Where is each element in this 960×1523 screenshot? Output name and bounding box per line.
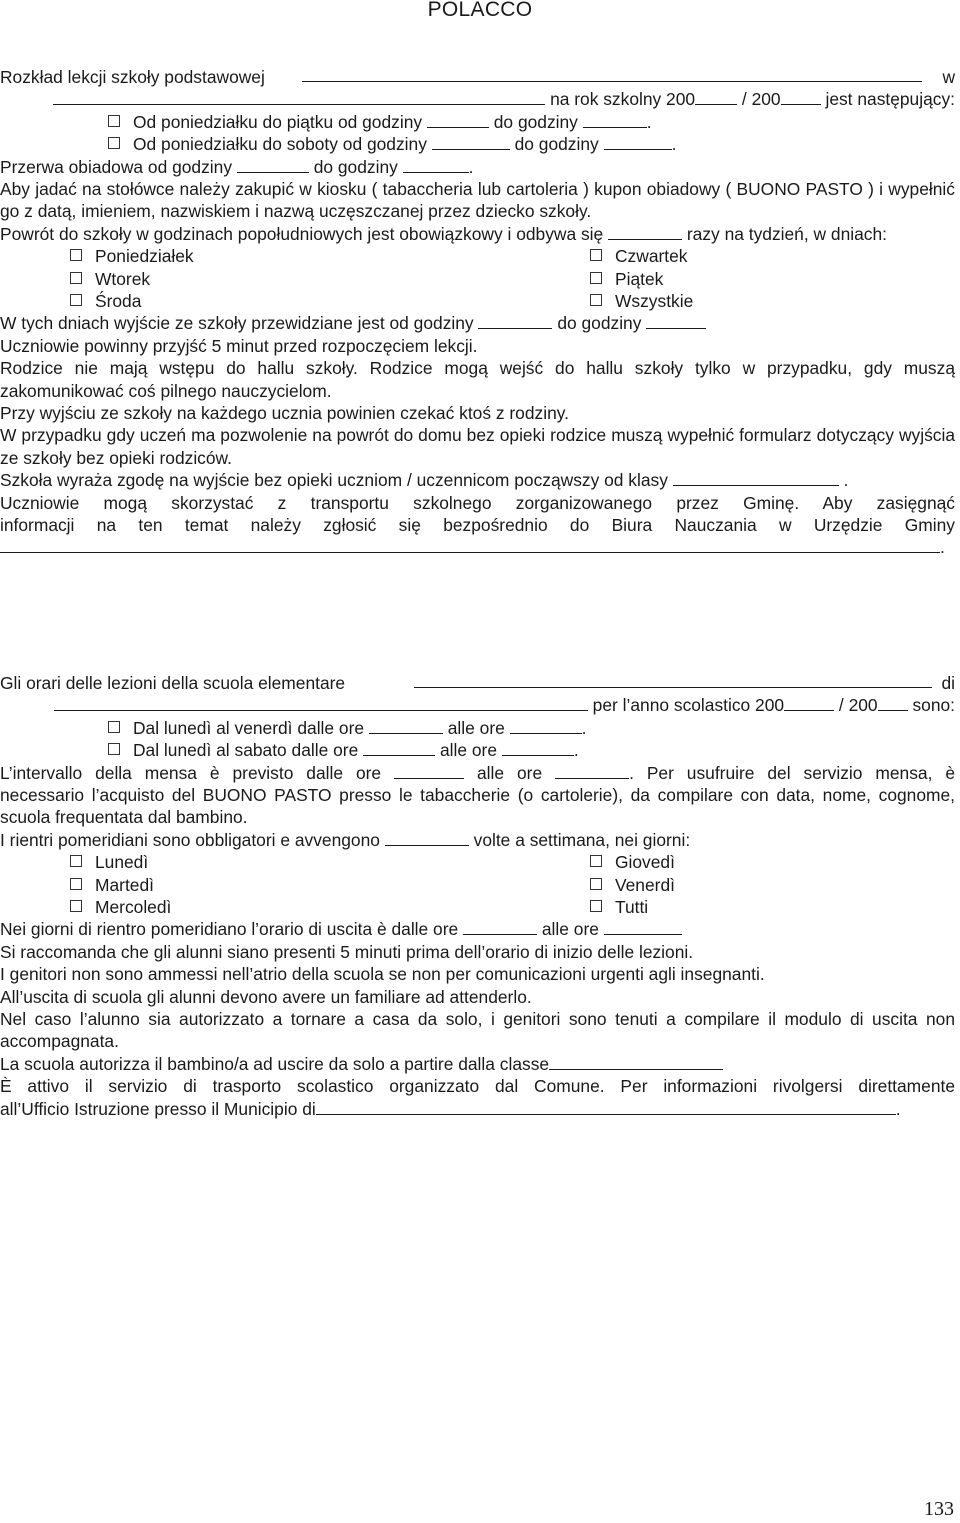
afternoon-return-text: I rientri pomeridiani sono obbligatori e avvengono — [0, 829, 380, 850]
day-checkbox[interactable] — [70, 855, 82, 867]
transport-line-1: È attivo il servizio di trasporto scolastico organizzato dal Comune. Per informazioni rivolgersi direttamente — [0, 1076, 955, 1097]
day-label: Giovedì — [615, 852, 675, 873]
class-text: La scuola autorizza il bambino/a ad uscire da solo a partire dalla classe — [0, 1053, 550, 1074]
weekdays-from-blank[interactable] — [369, 718, 443, 734]
schedule-intro-line — [0, 66, 955, 88]
weekdays-to-blank[interactable] — [510, 718, 582, 734]
day-option[interactable] — [70, 896, 171, 918]
transport-line-2-text: all’Ufficio Istruzione presso il Municipio di — [0, 1098, 316, 1119]
day-checkbox[interactable] — [590, 249, 602, 261]
transport-line-2: all’Ufficio Istruzione presso il Municipio di . — [0, 1098, 901, 1119]
consent-line: Szkoła wyraża zgodę na wyjście bez opieki uczniom / uczennicom począwszy od klasy . — [0, 470, 849, 491]
day-option[interactable] — [590, 245, 687, 267]
option-saturday-to: alle ore — [439, 740, 497, 761]
year-end-blank[interactable] — [878, 695, 908, 711]
school-year-line — [0, 88, 955, 110]
day-label: Piątek — [615, 268, 664, 289]
day-option[interactable] — [70, 245, 194, 267]
arrival-note: Si raccomanda che gli alunni siano presenti 5 minuti prima dell’orario di inizio delle lezioni. — [0, 941, 694, 962]
lunch-from-blank[interactable] — [237, 157, 309, 173]
lunch-text: L’intervallo della mensa è previsto dalle ore — [0, 762, 382, 783]
times-per-week-blank[interactable] — [385, 830, 469, 846]
school-year-text: per l’anno scolastico 200 — [592, 695, 785, 716]
option-saturday-to: do godziny — [514, 134, 599, 155]
day-label: Środa — [95, 290, 142, 311]
option-saturday-text: Dal lunedì al sabato dalle ore — [133, 740, 359, 761]
option-weekdays: Od poniedziałku do piątku od godziny do godziny . — [0, 111, 955, 133]
lunch-line — [0, 762, 955, 784]
day-checkbox[interactable] — [590, 878, 602, 890]
unaccompanied-note: W przypadku gdy uczeń ma pozwolenie na powrót do domu bez opieki rodzice muszą wypełnić formularz dotyczący wyjścia ze szkoły bez opieki rodziców. — [0, 425, 955, 468]
exit-time-to: do godziny — [557, 313, 642, 334]
meal-ticket-paragraph: necessario l’acquisto del BUONO PASTO presso le tabaccherie (o cartolerie), da compilare con data, nome, cognome, scuola frequentata dal bambino. — [0, 784, 955, 828]
day-option[interactable] — [590, 268, 663, 290]
afternoon-return-end: volte a settimana, nei giorni: — [473, 829, 691, 850]
day-option[interactable] — [590, 896, 648, 918]
weekdays-to-blank[interactable] — [583, 112, 647, 128]
school-name-blank[interactable] — [414, 672, 932, 688]
exit-to-blank[interactable] — [604, 919, 682, 935]
schedule-intro-text: Rozkład lekcji szkoły podstawowej — [0, 67, 265, 87]
lunch-to-blank[interactable] — [555, 763, 629, 779]
exit-from-blank[interactable] — [478, 313, 552, 329]
transport-line-2: informacji na ten temat należy zgłosić się bezpośrednio do Biura Nauczania w Urzędzie Gminy — [0, 514, 955, 535]
lunch-break-text: Przerwa obiadowa od godziny — [0, 156, 233, 177]
days-row-2 — [0, 268, 955, 290]
day-checkbox[interactable] — [590, 272, 602, 284]
year-slash-text: / 200 — [741, 89, 781, 110]
days-row-1 — [0, 245, 955, 267]
schedule-intro-end: di — [941, 673, 955, 693]
days-row-3 — [0, 896, 955, 918]
afternoon-return-paragraph — [0, 223, 955, 245]
days-row-3 — [0, 290, 955, 312]
option-saturday-text: Od poniedziałku do soboty od godziny — [133, 134, 427, 155]
municipality-blank[interactable] — [0, 537, 940, 553]
day-option[interactable] — [590, 851, 675, 873]
day-option[interactable] — [70, 268, 150, 290]
saturday-from-blank[interactable] — [363, 740, 435, 756]
municipality-blank[interactable] — [316, 1099, 896, 1115]
schedule-intro-end: w — [942, 67, 955, 87]
exit-time-text: Nei giorni di rientro pomeridiano l’orario di uscita è dalle ore — [0, 919, 459, 940]
school-year-end: sono: — [912, 695, 955, 716]
days-row-1 — [0, 851, 955, 873]
times-per-week-blank[interactable] — [608, 224, 682, 240]
checkbox-weekdays[interactable] — [108, 115, 120, 127]
lunch-to: alle ore — [476, 762, 543, 783]
saturday-from-blank[interactable] — [432, 134, 510, 150]
afternoon-return-end: razy na tydzień, w dniach: — [686, 223, 887, 244]
day-checkbox[interactable] — [590, 855, 602, 867]
day-option[interactable] — [70, 874, 154, 896]
parents-note: I genitori non sono ammessi nell’atrio della scuola se non per comunicazioni urgenti agli insegnanti. — [0, 964, 765, 985]
school-year-end: jest następujący: — [825, 89, 955, 110]
day-label: Venerdì — [615, 874, 675, 895]
day-label: Poniedziałek — [95, 246, 194, 267]
checkbox-saturday[interactable] — [108, 743, 120, 755]
day-checkbox[interactable] — [590, 900, 602, 912]
exit-to-blank[interactable] — [646, 313, 706, 329]
familiar-note: All’uscita di scuola gli alunni devono avere un familiare ad attenderlo. — [0, 986, 532, 1007]
hall-note: Rodzice nie mają wstępu do hallu szkoły. Rodzice mogą wejść do hallu szkoły tylko w przypadku, gdy muszą zakomunikować coś pilnego nauczycielom. — [0, 358, 955, 401]
class-line — [0, 1053, 955, 1075]
polish-section — [0, 66, 955, 559]
lunch-from-blank[interactable] — [394, 763, 464, 779]
option-weekdays-to: alle ore — [447, 717, 505, 738]
option-saturday: Dal lunedì al sabato dalle ore alle ore . — [0, 739, 955, 761]
exit-from-blank[interactable] — [463, 919, 537, 935]
day-checkbox[interactable] — [590, 294, 602, 306]
day-checkbox[interactable] — [70, 249, 82, 261]
lunch-text-end: . Per usufruire del servizio mensa, è — [629, 762, 956, 783]
afternoon-return-line — [0, 829, 955, 851]
italian-section — [0, 672, 955, 1120]
option-weekdays-text: Dal lunedì al venerdì dalle ore — [133, 717, 365, 738]
day-option[interactable] — [70, 851, 148, 873]
day-checkbox[interactable] — [70, 272, 82, 284]
year-end-blank[interactable] — [781, 89, 821, 105]
year-start-blank[interactable] — [695, 89, 737, 105]
consent-text: Szkoła wyraża zgodę na wyjście bez opieki uczniom / uczennicom począwszy od klasy — [0, 470, 668, 491]
exit-time-text: W tych dniach wyjście ze szkoły przewidziane jest od godziny — [0, 313, 474, 334]
option-weekdays-text: Od poniedziałku do piątku od godziny — [133, 111, 423, 132]
weekdays-from-blank[interactable] — [427, 112, 489, 128]
day-label: Wtorek — [95, 268, 151, 289]
class-from-blank[interactable] — [549, 1054, 723, 1070]
lunch-to-blank[interactable] — [403, 157, 469, 173]
school-place-blank[interactable] — [53, 89, 545, 105]
transport-line-1: Uczniowie mogą skorzystać z transportu szkolnego zorganizowanego przez Gminę. Aby zasięgnąć — [0, 492, 955, 513]
canteen-paragraph: Aby jadać na stołówce należy zakupić w kiosku ( tabaccheria lub cartoleria ) kupon obiadowy ( BUONO PASTO ) i wypełnić go z datą, imieniem, nazwiskiem i nazwą uczęszczanej przez dziecko szkoły. — [0, 178, 955, 222]
school-name-blank[interactable] — [302, 66, 922, 82]
schedule-intro-text: Gli orari delle lezioni della scuola elementare — [0, 673, 346, 693]
page-number: 133 — [924, 1498, 954, 1520]
day-checkbox[interactable] — [70, 900, 82, 912]
days-row-2 — [0, 874, 955, 896]
option-weekdays: Dal lunedì al venerdì dalle ore alle ore . — [0, 717, 955, 739]
school-place-blank[interactable] — [54, 695, 588, 711]
exit-time-line — [0, 312, 955, 334]
day-label: Wszystkie — [615, 290, 694, 311]
day-label: Lunedì — [95, 852, 149, 873]
day-label: Czwartek — [615, 246, 688, 267]
school-year-text: na rok szkolny 200 — [550, 89, 696, 110]
checkbox-weekdays[interactable] — [108, 721, 120, 733]
lunch-break-to: do godziny — [313, 156, 398, 177]
schedule-intro-line — [0, 672, 955, 694]
day-option[interactable] — [590, 874, 675, 896]
year-start-blank[interactable] — [784, 695, 834, 711]
class-from-blank[interactable] — [673, 470, 839, 486]
school-year-line — [0, 694, 955, 716]
municipality-blank-line: . — [0, 536, 955, 558]
unaccompanied-note: Nel caso l’alunno sia autorizzato a tornare a casa da solo, i genitori sono tenuti a compilare il modulo di uscita non accompagnata. — [0, 1008, 955, 1052]
day-label: Mercoledì — [95, 896, 172, 917]
day-label: Tutti — [615, 896, 649, 917]
page-title: POLACCO — [427, 0, 533, 21]
option-weekdays-to: do godziny — [493, 111, 578, 132]
afternoon-return-text: Powrót do szkoły w godzinach popołudniowych jest obowiązkowy i odbywa się — [0, 223, 604, 244]
option-saturday: Od poniedziałku do soboty od godziny do godziny . — [0, 133, 955, 155]
day-option[interactable] — [70, 290, 141, 312]
exit-time-to: alle ore — [541, 919, 599, 940]
exit-time-line — [0, 918, 955, 940]
day-option[interactable] — [590, 290, 693, 312]
checkbox-saturday[interactable] — [108, 137, 120, 149]
day-label: Martedì — [95, 874, 154, 895]
lunch-break-line: Przerwa obiadowa od godziny do godziny . — [0, 156, 474, 177]
family-wait-note: Przy wyjściu ze szkoły na każdego ucznia powinien czekać ktoś z rodziny. — [0, 402, 569, 423]
day-checkbox[interactable] — [70, 294, 82, 306]
saturday-to-blank[interactable] — [502, 740, 574, 756]
year-slash-text: / 200 — [838, 695, 878, 716]
day-checkbox[interactable] — [70, 878, 82, 890]
arrival-note: Uczniowie powinny przyjść 5 minut przed rozpoczęciem lekcji. — [0, 335, 478, 356]
saturday-to-blank[interactable] — [604, 134, 672, 150]
